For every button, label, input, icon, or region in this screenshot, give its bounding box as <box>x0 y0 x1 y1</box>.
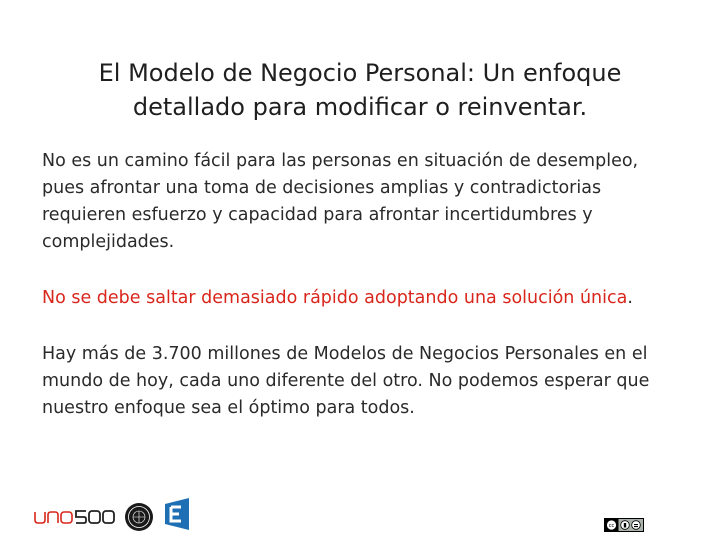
warning-period: . <box>627 288 633 308</box>
slide-body <box>42 148 682 422</box>
e-logo-icon <box>162 498 192 530</box>
seal-logo-icon <box>124 502 154 532</box>
slide-title: El Modelo de Negocio Personal: Un enfoque detallado para modificar o reinventar. <box>98 59 622 121</box>
paragraph-modelos: Hay más de 3.700 millones de Modelos de Negocios Personales en el mundo de hoy, cada uno diferente del otro. No podemos esperar que nuestro enfoque sea el óptimo para todos. <box>42 344 650 418</box>
uno500-logo-icon <box>34 510 116 524</box>
creative-commons-badge-icon <box>604 518 644 532</box>
paragraph-desempleo: No es un camino fácil para las personas en situación de desempleo, pues afrontar una toma de decisiones amplias y contradictorias requieren esfuerzo y capacidad para afrontar incertidumbres y complejidades. <box>42 151 639 252</box>
warning-text: No se debe saltar demasiado rápido adoptando una solución única <box>42 288 628 308</box>
svg-text:cc: cc <box>608 523 615 529</box>
footer-logos <box>34 498 204 532</box>
paragraph-warning <box>42 285 682 312</box>
